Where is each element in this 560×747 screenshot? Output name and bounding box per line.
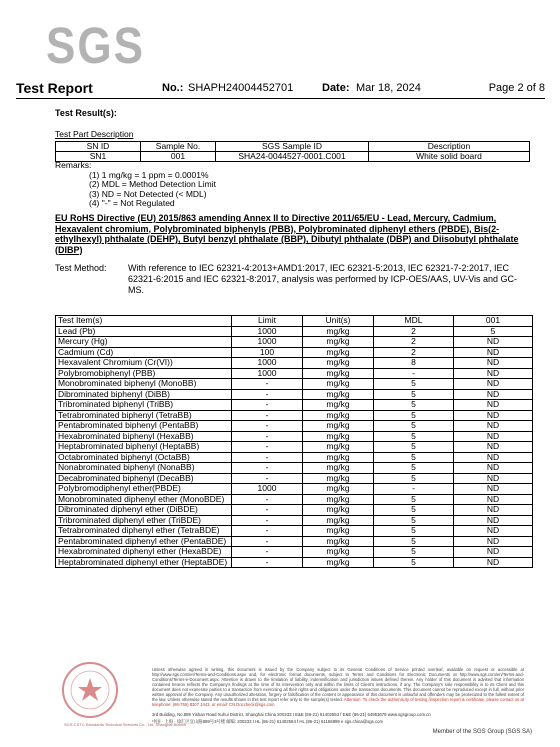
result-cell-limit: 100 [232,347,303,358]
company-seal [60,660,120,720]
result-cell-item: Dibrominated diphenyl ether (DiBDE) [56,505,232,516]
result-cell-limit: - [232,431,303,442]
result-cell-item: Polybromobiphenyl (PBB) [56,368,232,379]
result-cell-mdl: 5 [374,515,454,526]
result-cell-sample: ND [454,505,533,516]
result-cell-limit: - [232,379,303,390]
remark-item: (3) ND = Not Detected (< MDL) [89,188,207,199]
result-cell-unit: mg/kg [303,452,374,463]
results-table [55,315,533,568]
result-cell-mdl: 5 [374,379,454,390]
result-cell-item: Tribrominated biphenyl (TriBB) [56,400,232,411]
result-cell-unit: mg/kg [303,494,374,505]
result-cell-limit: - [232,557,303,568]
sample-table [55,141,530,162]
result-cell-mdl: 5 [374,421,454,432]
sample-cell-sample-no: 001 [141,152,216,162]
part-description-caption: Test Part Description [55,129,134,139]
result-cell-unit: mg/kg [303,379,374,390]
result-cell-unit: mg/kg [303,442,374,453]
result-cell-limit: - [232,463,303,474]
result-cell-sample: ND [454,347,533,358]
page-indicator: Page 2 of 8 [488,82,545,94]
result-cell-item: Pentabrominated biphenyl (PentaBB) [56,421,232,432]
table-row [56,410,533,421]
result-cell-limit: - [232,515,303,526]
result-cell-item: Hexabrominated biphenyl (HexaBB) [56,431,232,442]
remark-item: (4) "-" = Not Regulated [89,198,175,208]
seal-text: SGS-CSTC Standards Technical Services Co., Ltd. Shanghai Branch [64,722,187,727]
result-cell-item: Heptabrominated diphenyl ether (HeptaBDE) [56,557,232,568]
result-cell-item: Nonabrominated biphenyl (NonaBB) [56,463,232,474]
table-row [56,547,533,558]
result-cell-unit: mg/kg [303,326,374,337]
result-cell-sample: ND [454,421,533,432]
result-cell-sample: 5 [454,326,533,337]
sample-cell-sn-id: SN1 [56,152,141,162]
result-cell-mdl: 8 [374,358,454,369]
result-cell-unit: mg/kg [303,526,374,537]
result-cell-unit: mg/kg [303,389,374,400]
table-row [56,337,533,348]
result-cell-unit: mg/kg [303,410,374,421]
result-cell-item: Hexavalent Chromium (Cr(VI)) [56,358,232,369]
result-cell-limit: - [232,442,303,453]
result-cell-limit: - [232,400,303,411]
result-cell-unit: mg/kg [303,421,374,432]
result-cell-sample: ND [454,337,533,348]
result-cell-item: Decabrominated biphenyl (DecaBB) [56,473,232,484]
result-cell-item: Octabrominated biphenyl (OctaBB) [56,452,232,463]
report-date: Mar 18, 2024 [356,82,421,94]
result-cell-unit: mg/kg [303,347,374,358]
results-header-item: Test Item(s) [56,316,232,327]
result-cell-limit: 1000 [232,484,303,495]
result-cell-item: Tribrominated diphenyl ether (TriBDE) [56,515,232,526]
remarks [55,161,216,209]
result-cell-sample: ND [454,389,533,400]
table-row [56,379,533,390]
sample-header-sample-no: Sample No. [141,142,216,152]
test-method-text: With reference to IEC 62321-4:2013+AMD1:2017, IEC 62321-5:2013, IEC 62321-7-2:2017, IEC 62321-6:2015 and IEC 62321-8:2017, analysis was performed by ICP-OES/AAS, UV-Vis and GC-MS. [128,263,518,295]
authenticity-notice: Attention: To check the authenticity of testing /inspection report & certificate, please contact us at telephone: (86-755) 8307 1443, or email: CN.Doccheck@sgs.com [152,697,524,707]
result-cell-item: Tetrabrominated biphenyl (TetraBB) [56,410,232,421]
table-row [56,505,533,516]
result-cell-mdl: 5 [374,526,454,537]
table-row [56,484,533,495]
fine-print-body: Unless otherwise agreed in writing, this document is issued by the Company subject to its General Conditions of Service printed overleaf, available on request or accessible at http://www.sgs.com/en/Terms-and-Conditions.aspx and, for electronic format documents, subject to Terms and Conditions for Electronic Documents at http://www.sgs.com/en/Terms-and-Conditions/Terms-e-Document.aspx. Attention is drawn to the limitation of liability, indemnification and jurisdiction issues defined therein. Any holder of this document is advised that information contained hereon reflects the Company's findings at the time of its intervention only and within the limits of Client's instructions, if any. The Company's sole responsibility is to its Client and this document does not exonerate parties to a transaction from exercising all their rights and obligations under the transaction documents. This document cannot be reproduced except in full, without prior written approval of the Company. Any unauthorized alteration, forgery or falsification of the content or appearance of this document is unlawful and offenders may be prosecuted to the fullest extent of the law. Unless otherwise stated the results shown in this test report refer only to the sample(s) tested. [152,667,524,702]
result-cell-sample: ND [454,368,533,379]
result-cell-limit: - [232,473,303,484]
remark-item: (2) MDL = Method Detection Limit [89,179,216,189]
table-row [56,463,533,474]
table-row [56,526,533,537]
report-number-label: No.: [162,82,184,94]
result-cell-sample: ND [454,400,533,411]
result-cell-sample: ND [454,358,533,369]
result-cell-limit: 1000 [232,368,303,379]
result-cell-limit: - [232,389,303,400]
result-cell-sample: ND [454,526,533,537]
result-cell-limit: 1000 [232,358,303,369]
result-cell-item: Monobrominated biphenyl (MonoBB) [56,379,232,390]
result-cell-item: Hexabrominated diphenyl ether (HexaBDE) [56,547,232,558]
table-row [56,452,533,463]
result-cell-sample: ND [454,536,533,547]
sample-header-sn-id: SN ID [56,142,141,152]
result-cell-limit: - [232,505,303,516]
member-of-group: Member of the SGS Group (SGS SA) [432,729,532,735]
result-cell-sample: ND [454,547,533,558]
result-cell-mdl: 5 [374,473,454,484]
result-cell-sample: ND [454,557,533,568]
result-cell-unit: mg/kg [303,547,374,558]
table-row [56,389,533,400]
result-cell-mdl: 5 [374,463,454,474]
report-date-label: Date: [322,82,350,94]
results-header-sample: 001 [454,316,533,327]
header-divider [16,98,545,99]
table-row [56,347,533,358]
result-cell-sample: ND [454,431,533,442]
test-method-label: Test Method: [55,263,107,273]
result-cell-mdl: 2 [374,326,454,337]
result-cell-mdl: 5 [374,400,454,411]
result-cell-item: Dibrominated biphenyl (DiBB) [56,389,232,400]
table-row [56,536,533,547]
result-cell-mdl: 5 [374,389,454,400]
result-cell-sample: ND [454,515,533,526]
report-number: SHAPH24004452701 [188,82,294,94]
result-cell-item: Monobrominated diphenyl ether (MonoBDE) [56,494,232,505]
results-header-unit: Unit(s) [303,316,374,327]
result-cell-unit: mg/kg [303,557,374,568]
table-row [56,515,533,526]
result-cell-sample: ND [454,494,533,505]
result-cell-item: Polybromodiphenyl ether(PBDE) [56,484,232,495]
result-cell-unit: mg/kg [303,358,374,369]
result-cell-mdl: 5 [374,494,454,505]
table-row [56,152,530,162]
remarks-title: Remarks: [55,160,92,170]
result-cell-item: Mercury (Hg) [56,337,232,348]
result-cell-mdl: 5 [374,410,454,421]
result-cell-mdl: 5 [374,442,454,453]
address-english: 3rd Building, No.889 Yishan Road Xuhui District, Shanghai China 200233 t E&E (86-21) 61402553 f E&E (86-21) 64953679 www.sgsgroup.com.cn [152,712,431,717]
result-cell-mdl: - [374,484,454,495]
result-cell-unit: mg/kg [303,368,374,379]
result-cell-unit: mg/kg [303,431,374,442]
result-cell-sample: ND [454,452,533,463]
result-cell-limit: - [232,547,303,558]
sample-cell-sgs-id: SHA24-0044527-0001.C001 [216,152,369,162]
result-cell-mdl: 5 [374,557,454,568]
results-header-mdl: MDL [374,316,454,327]
sample-header-sgs-id: SGS Sample ID [216,142,369,152]
result-cell-item: Cadmium (Cd) [56,347,232,358]
result-cell-mdl: 5 [374,547,454,558]
result-cell-mdl: 2 [374,337,454,348]
result-cell-limit: - [232,536,303,547]
sample-header-description: Description [369,142,530,152]
sample-cell-description: White solid board [369,152,530,162]
result-cell-sample: ND [454,463,533,474]
result-cell-unit: mg/kg [303,473,374,484]
table-row [56,473,533,484]
result-cell-limit: - [232,410,303,421]
table-row [56,431,533,442]
result-cell-limit: - [232,452,303,463]
result-cell-limit: 1000 [232,326,303,337]
result-cell-mdl: - [374,368,454,379]
table-row [56,400,533,411]
result-cell-item: Heptabrominated biphenyl (HeptaBB) [56,442,232,453]
table-row [56,557,533,568]
result-cell-limit: - [232,494,303,505]
result-cell-mdl: 2 [374,347,454,358]
directive-title: EU RoHS Directive (EU) 2015/863 amending Annex II to Directive 2011/65/EU - Lead, Mercury, Cadmium, Hexavalent chromium, Polybrominated biphenyls (PBB), Polybrominated diphenyl ethers (PBDE), Bis(2-ethylhexyl) phthalate (DEHP), Butyl benzyl phthalate (BBP), Dibutyl phthalate (DBP) and Diisobutyl phthalate (DIBP) [55,213,519,255]
address-chinese: 中国 · 上海 · 徐汇区宜山路889号3号楼 邮编: 200233 t HL (86-21) 61402594 f HL (86-21) 61156899 e sgs.china@sgs.com [152,719,384,724]
result-cell-item: Tetrabrominated diphenyl ether (TetraBDE) [56,526,232,537]
result-cell-mdl: 5 [374,536,454,547]
result-cell-sample: ND [454,484,533,495]
result-cell-unit: mg/kg [303,463,374,474]
result-cell-sample: ND [454,410,533,421]
remark-item: (1) 1 mg/kg = 1 ppm = 0.0001% [89,169,209,180]
result-cell-unit: mg/kg [303,515,374,526]
result-cell-limit: - [232,421,303,432]
result-cell-unit: mg/kg [303,536,374,547]
table-row [56,494,533,505]
result-cell-unit: mg/kg [303,400,374,411]
results-header-limit: Limit [232,316,303,327]
table-row [56,358,533,369]
result-cell-unit: mg/kg [303,484,374,495]
result-cell-sample: ND [454,473,533,484]
result-cell-item: Lead (Pb) [56,326,232,337]
result-cell-mdl: 5 [374,431,454,442]
result-cell-sample: ND [454,442,533,453]
result-cell-item: Pentabrominated diphenyl ether (PentaBDE) [56,536,232,547]
legal-fine-print [152,667,524,707]
result-cell-mdl: 5 [374,452,454,463]
table-row [56,368,533,379]
table-row [56,442,533,453]
result-cell-mdl: 5 [374,505,454,516]
report-title: Test Report [16,80,93,96]
section-title: Test Result(s): [55,108,117,118]
result-cell-unit: mg/kg [303,505,374,516]
result-cell-limit: - [232,526,303,537]
sgs-logo: SGS [46,18,145,75]
result-cell-unit: mg/kg [303,337,374,348]
result-cell-sample: ND [454,379,533,390]
table-row [56,326,533,337]
result-cell-limit: 1000 [232,337,303,348]
table-row [56,421,533,432]
